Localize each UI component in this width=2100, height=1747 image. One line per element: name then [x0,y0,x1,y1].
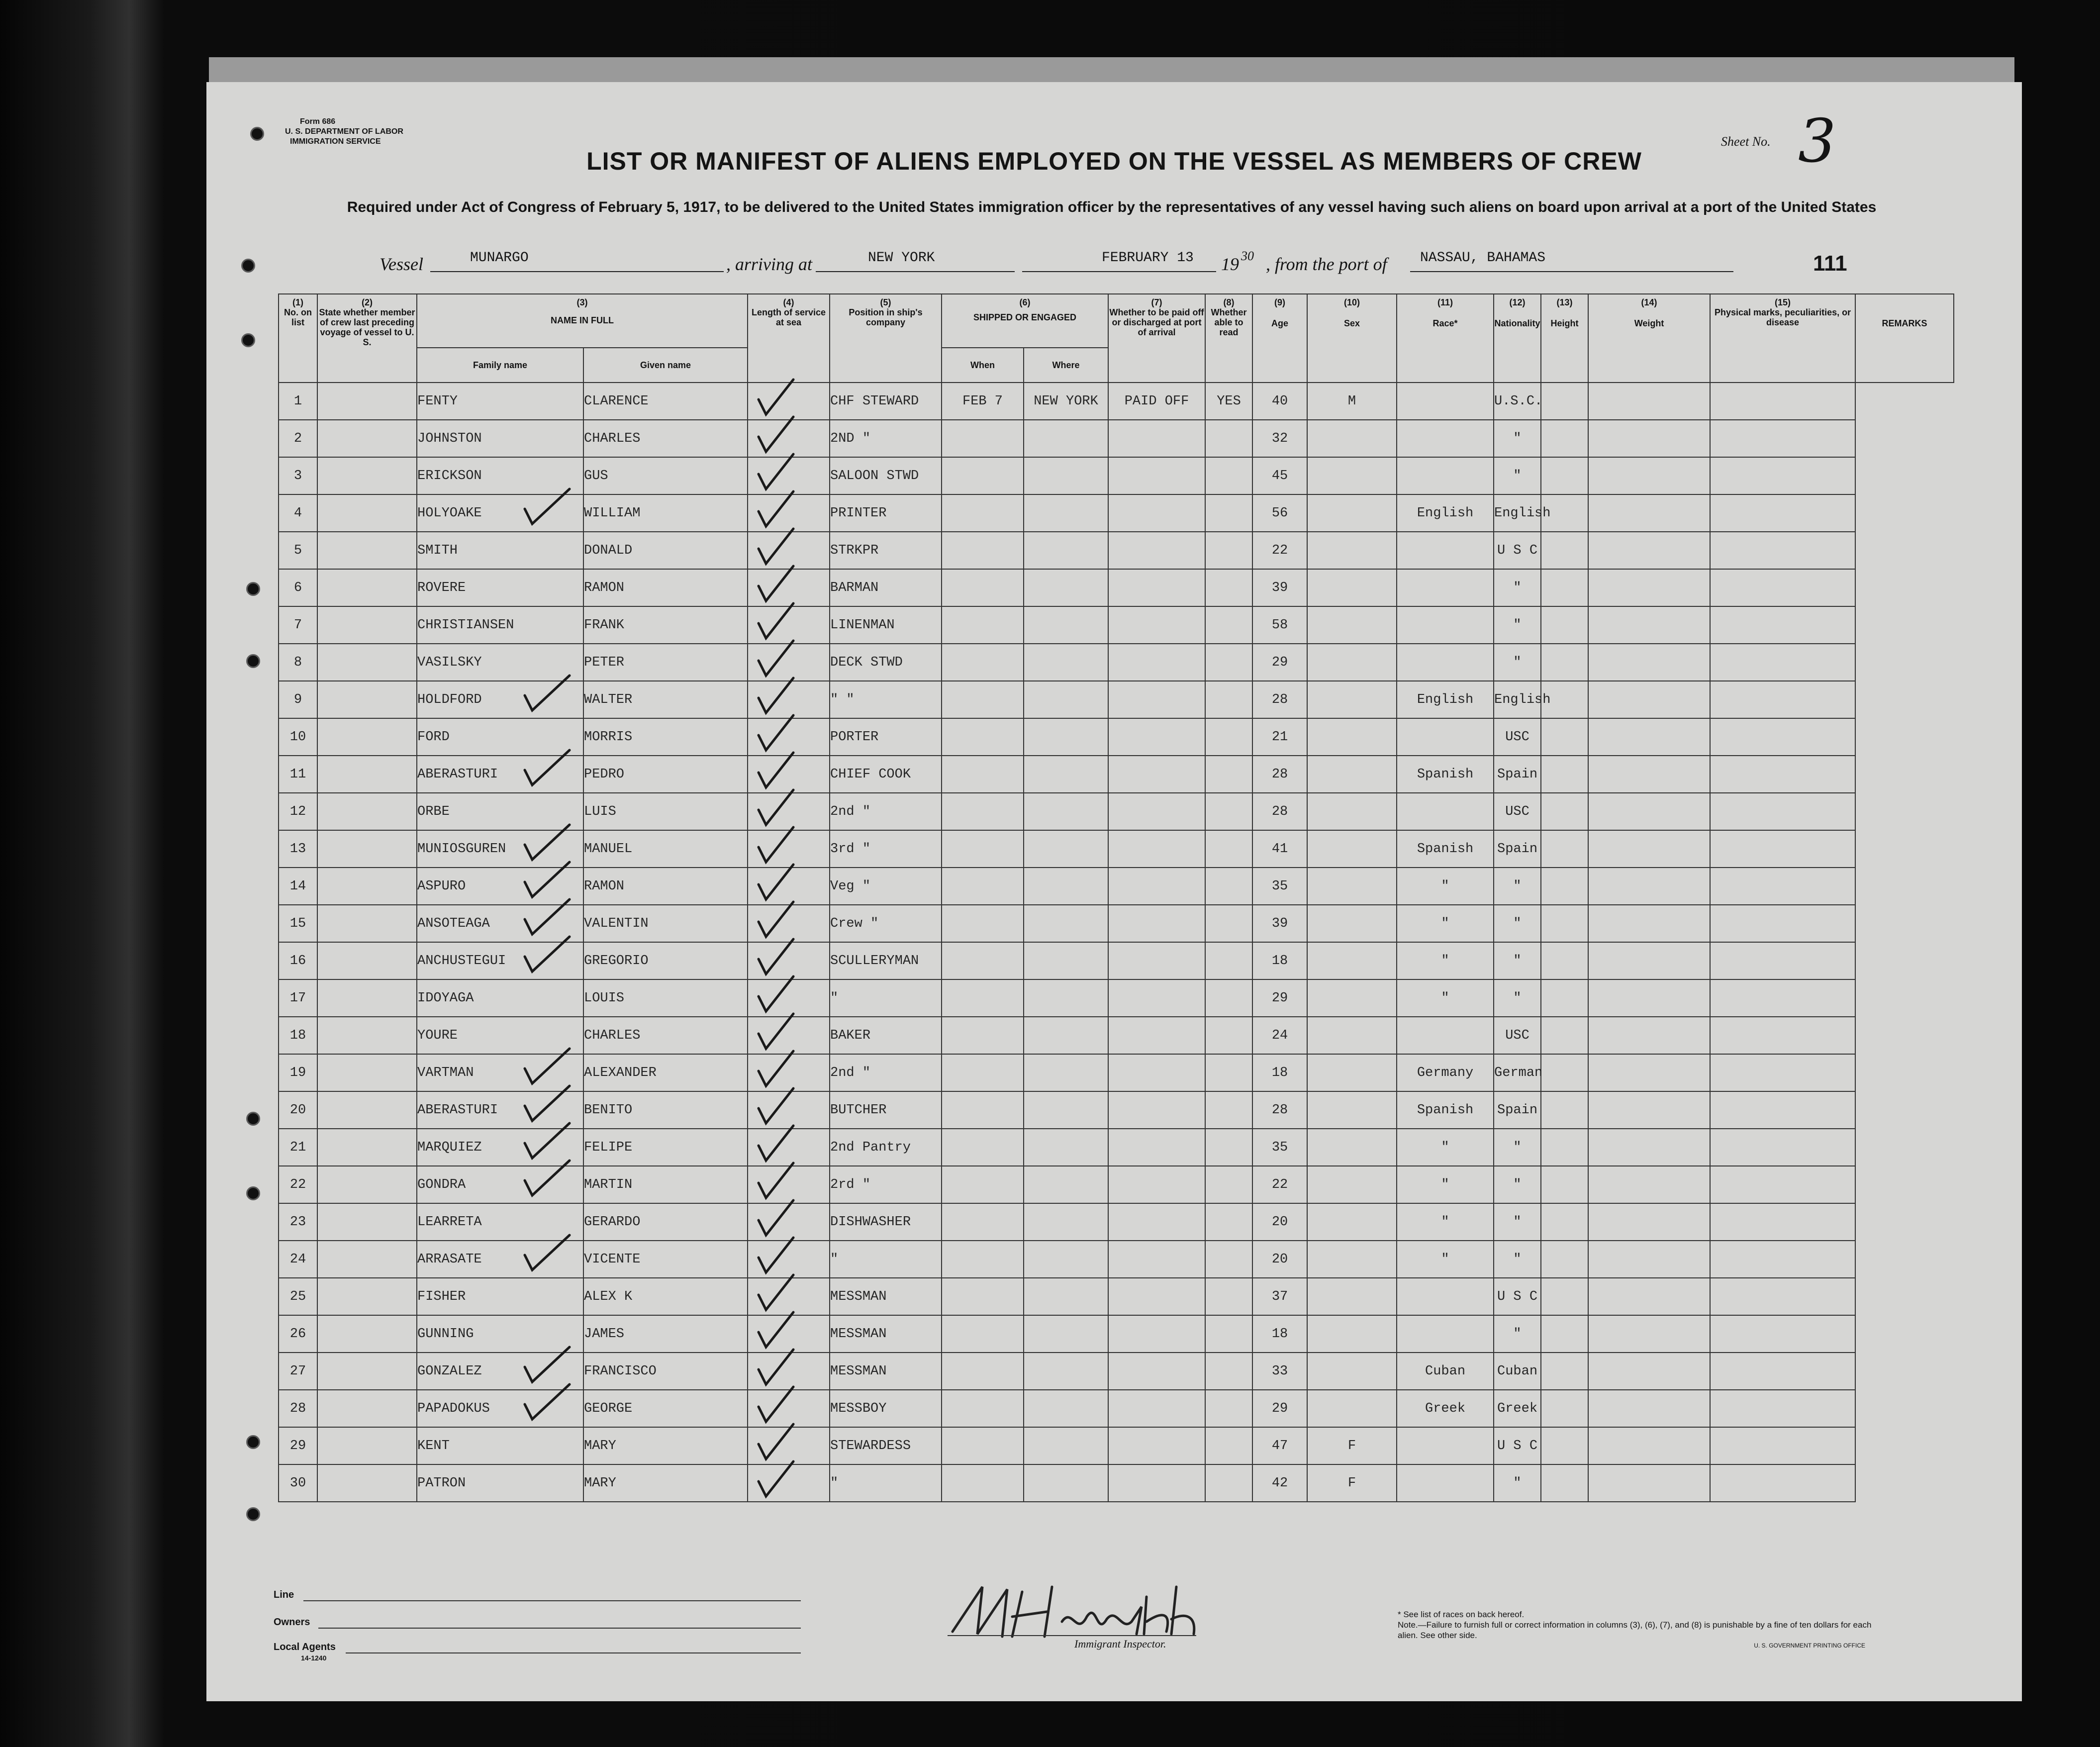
age: 28 [1252,756,1307,793]
position: SALOON STWD [830,457,942,494]
given-name: BENITO [583,1091,748,1129]
nationality: Greek [1494,1390,1541,1427]
position: LINENMAN [830,606,942,644]
row-number: 12 [279,793,317,830]
age: 20 [1252,1203,1307,1241]
age: 37 [1252,1278,1307,1315]
family-name: HOLDFORD [417,681,583,718]
row-number: 6 [279,569,317,606]
given-name: GUS [583,457,748,494]
year-prefix: 19 [1221,254,1239,274]
nationality: Cuban [1494,1353,1541,1390]
given-name: WALTER [583,681,748,718]
handwritten-checkmarks [206,82,2022,1701]
family-name: LEARRETA [417,1203,583,1241]
family-name: VARTMAN [417,1054,583,1091]
position: BAKER [830,1017,942,1054]
position: 2nd Pantry [830,1129,942,1166]
given-name: VALENTIN [583,905,748,942]
owners-label: Owners [274,1617,310,1628]
row-number: 16 [279,942,317,979]
given-name: MARY [583,1464,748,1502]
row-number: 1 [279,383,317,420]
position: CHIEF COOK [830,756,942,793]
given-name: ALEXANDER [583,1054,748,1091]
inspector-label: Immigrant Inspector. [1074,1638,1166,1650]
family-name: ARRASATE [417,1241,583,1278]
col-header-position: (5) Position in ship's company [830,294,942,383]
nationality: USC [1494,1017,1541,1054]
family-name: HOLYOAKE [417,494,583,532]
sex: M [1307,383,1397,420]
col-header-paid: (7) Whether to be paid off or discharged at port of arrival [1108,294,1205,383]
row-number: 24 [279,1241,317,1278]
given-name: CHARLES [583,1017,748,1054]
position: " [830,1241,942,1278]
age: 47 [1252,1427,1307,1464]
age: 35 [1252,868,1307,905]
col-header-where: Where [1024,348,1108,383]
row-number: 23 [279,1203,317,1241]
nationality: U S C [1494,1427,1541,1464]
family-name: ABERASTURI [417,1091,583,1129]
family-name: GUNNING [417,1315,583,1353]
position: PRINTER [830,494,942,532]
age: 21 [1252,718,1307,756]
given-name: PETER [583,644,748,681]
line-underline [303,1600,801,1601]
arrival-port: NEW YORK [868,250,935,266]
age: 20 [1252,1241,1307,1278]
row-number: 28 [279,1390,317,1427]
given-name: FELIPE [583,1129,748,1166]
row-number: 18 [279,1017,317,1054]
row-number: 11 [279,756,317,793]
age: 28 [1252,1091,1307,1129]
position: STRKPR [830,532,942,569]
sheet-number: 3 [1798,107,1836,176]
family-name: PATRON [417,1464,583,1502]
nationality: " [1494,1203,1541,1241]
race: " [1397,1129,1494,1166]
departure-port: NASSAU, BAHAMAS [1420,250,1546,266]
family-name: FORD [417,718,583,756]
given-name: MARTIN [583,1166,748,1203]
row-number: 10 [279,718,317,756]
given-name: LUIS [583,793,748,830]
given-name: RAMON [583,868,748,905]
row-number: 17 [279,979,317,1017]
age: 29 [1252,1390,1307,1427]
family-name: KENT [417,1427,583,1464]
family-name: PAPADOKUS [417,1390,583,1427]
position: 2nd " [830,793,942,830]
age: 18 [1252,942,1307,979]
age: 39 [1252,905,1307,942]
sex: F [1307,1427,1397,1464]
year-suffix: 30 [1241,249,1254,263]
family-name: GONDRA [417,1166,583,1203]
position: 2ND " [830,420,942,457]
nationality: " [1494,1166,1541,1203]
given-name: MARY [583,1427,748,1464]
age: 39 [1252,569,1307,606]
position: 3rd " [830,830,942,868]
document-title: LIST OR MANIFEST OF ALIENS EMPLOYED ON THE VESSEL AS MEMBERS OF CREW [586,147,1642,175]
age: 41 [1252,830,1307,868]
family-name: VASILSKY [417,644,583,681]
col-header-height: (13) Height [1541,294,1588,383]
row-number: 4 [279,494,317,532]
age: 58 [1252,606,1307,644]
nationality: " [1494,606,1541,644]
position: SCULLERYMAN [830,942,942,979]
col-header-length: (4) Length of service at sea [748,294,830,383]
row-number: 29 [279,1427,317,1464]
family-name: YOURE [417,1017,583,1054]
position: MESSMAN [830,1278,942,1315]
owners-underline [318,1628,801,1629]
col-header-physical: (15) Physical marks, peculiarities, or disease [1710,294,1855,383]
given-name: CLARENCE [583,383,748,420]
row-number: 22 [279,1166,317,1203]
col-header-race: (11) Race* [1397,294,1494,383]
department-name: U. S. DEPARTMENT OF LABOR [285,127,403,136]
vessel-name: MUNARGO [470,250,529,266]
nationality: U S C [1494,1278,1541,1315]
race: " [1397,942,1494,979]
race: Spanish [1397,830,1494,868]
nationality: USC [1494,793,1541,830]
given-name: JAMES [583,1315,748,1353]
age: 42 [1252,1464,1307,1502]
age: 29 [1252,644,1307,681]
age: 28 [1252,681,1307,718]
position: DISHWASHER [830,1203,942,1241]
race: English [1397,681,1494,718]
given-name: FRANK [583,606,748,644]
race: " [1397,979,1494,1017]
family-name: CHRISTIANSEN [417,606,583,644]
family-name: ORBE [417,793,583,830]
family-name: JOHNSTON [417,420,583,457]
family-name: IDOYAGA [417,979,583,1017]
shipped-when: FEB 7 [942,383,1024,420]
family-name: MARQUIEZ [417,1129,583,1166]
vessel-label: Vessel [380,254,423,274]
sex: F [1307,1464,1397,1502]
row-number: 21 [279,1129,317,1166]
manifest-page [206,82,2022,1701]
position: MESSBOY [830,1390,942,1427]
race: Cuban [1397,1353,1494,1390]
given-name: GEORGE [583,1390,748,1427]
given-name: RAMON [583,569,748,606]
nationality: English [1494,494,1541,532]
col-header-read: (8) Whether able to read [1205,294,1252,383]
row-number: 3 [279,457,317,494]
race: " [1397,1203,1494,1241]
given-name: LOUIS [583,979,748,1017]
nationality: U.S.C. [1494,383,1541,420]
position: 2nd " [830,1054,942,1091]
family-name: FISHER [417,1278,583,1315]
given-name: ALEX K [583,1278,748,1315]
row-number: 25 [279,1278,317,1315]
position: Crew " [830,905,942,942]
nationality: " [1494,868,1541,905]
family-name: ROVERE [417,569,583,606]
row-number: 30 [279,1464,317,1502]
position: " [830,979,942,1017]
age: 24 [1252,1017,1307,1054]
nationality: " [1494,1129,1541,1166]
row-number: 9 [279,681,317,718]
footnote-races: * See list of races on back hereof. [1398,1610,1525,1619]
age: 45 [1252,457,1307,494]
family-name: GONZALEZ [417,1353,583,1390]
able-to-read: YES [1205,383,1252,420]
position: Veg " [830,868,942,905]
from-label: , from the port of [1266,254,1387,274]
row-number: 15 [279,905,317,942]
age: 28 [1252,793,1307,830]
nationality: Spain [1494,830,1541,868]
nationality: Spain [1494,756,1541,793]
paid-off: PAID OFF [1108,383,1205,420]
race: Spanish [1397,1091,1494,1129]
nationality: " [1494,457,1541,494]
given-name: GERARDO [583,1203,748,1241]
family-name: SMITH [417,532,583,569]
nationality: " [1494,1315,1541,1353]
col-header-name: (3) NAME IN FULL [417,294,748,348]
shipped-where: NEW YORK [1024,383,1108,420]
col-header-sex: (10) Sex [1307,294,1397,383]
col-header-weight: (14) Weight [1588,294,1710,383]
col-header-when: When [942,348,1024,383]
nationality: USC [1494,718,1541,756]
sheet-label: Sheet No. [1721,134,1771,149]
inspector-signature [948,1577,1216,1647]
nationality: " [1494,1241,1541,1278]
age: 18 [1252,1054,1307,1091]
given-name: MANUEL [583,830,748,868]
given-name: FRANCISCO [583,1353,748,1390]
nationality: German [1494,1054,1541,1091]
given-name: CHARLES [583,420,748,457]
position: MESSMAN [830,1315,942,1353]
age: 18 [1252,1315,1307,1353]
row-number: 2 [279,420,317,457]
row-number: 19 [279,1054,317,1091]
col-header-family: Family name [417,348,583,383]
family-name: ASPURO [417,868,583,905]
position: " [830,1464,942,1502]
nationality: " [1494,420,1541,457]
family-name: ERICKSON [417,457,583,494]
position: CHF STEWARD [830,383,942,420]
position: PORTER [830,718,942,756]
nationality: " [1494,905,1541,942]
footnote [1398,1609,1875,1651]
position: STEWARDESS [830,1427,942,1464]
race: " [1397,1166,1494,1203]
race: Germany [1397,1054,1494,1091]
arriving-label: , arriving at [726,254,813,274]
race: Greek [1397,1390,1494,1427]
col-header-no: (1) No. on list [279,294,317,383]
nationality: U S C [1494,532,1541,569]
family-name: ANCHUSTEGUI [417,942,583,979]
given-name: GREGORIO [583,942,748,979]
col-header-age: (9) Age [1252,294,1307,383]
race: " [1397,868,1494,905]
printer-mark: U. S. GOVERNMENT PRINTING OFFICE [1754,1642,1865,1649]
row-number: 14 [279,868,317,905]
family-name: MUNIOSGUREN [417,830,583,868]
race: English [1397,494,1494,532]
position: " " [830,681,942,718]
nationality: English [1494,681,1541,718]
service-name: IMMIGRATION SERVICE [290,137,381,146]
row-number: 26 [279,1315,317,1353]
position: 2rd " [830,1166,942,1203]
col-header-given: Given name [583,348,748,383]
position: DECK STWD [830,644,942,681]
signature-line [948,1635,1196,1636]
row-number: 27 [279,1353,317,1390]
race: " [1397,905,1494,942]
col-header-remarks: REMARKS [1855,294,1954,383]
age: 29 [1252,979,1307,1017]
age: 22 [1252,1166,1307,1203]
family-name: ANSOTEAGA [417,905,583,942]
row-number: 20 [279,1091,317,1129]
row-number: 13 [279,830,317,868]
position: BARMAN [830,569,942,606]
age: 32 [1252,420,1307,457]
age: 56 [1252,494,1307,532]
given-name: WILLIAM [583,494,748,532]
given-name: PEDRO [583,756,748,793]
given-name: MORRIS [583,718,748,756]
age: 33 [1252,1353,1307,1390]
age: 40 [1252,383,1307,420]
given-name: VICENTE [583,1241,748,1278]
agents-code: 14-1240 [301,1654,327,1662]
nationality: " [1494,1464,1541,1502]
row-number: 7 [279,606,317,644]
age: 22 [1252,532,1307,569]
line-label: Line [274,1589,294,1600]
stamp-number: 111 [1813,251,1847,276]
nationality: " [1494,569,1541,606]
col-header-nationality: (12) Nationality [1494,294,1541,383]
row-number: 5 [279,532,317,569]
nationality: " [1494,942,1541,979]
nationality: " [1494,644,1541,681]
nationality: " [1494,979,1541,1017]
agents-label: Local Agents [274,1642,336,1652]
given-name: DONALD [583,532,748,569]
document-subtitle: Required under Act of Congress of February 5, 1917, to be delivered to the United States immigration officer by the representatives of any vessel having such aliens on board upon arrival at a port of the United States [347,199,1877,215]
form-number: Form 686 [300,117,336,126]
nationality: Spain [1494,1091,1541,1129]
row-number: 8 [279,644,317,681]
age: 35 [1252,1129,1307,1166]
family-name: FENTY [417,383,583,420]
agents-underline [346,1652,801,1653]
col-header-shipped: (6) SHIPPED OR ENGAGED [942,294,1108,348]
footnote-penalty: Note.—Failure to furnish full or correct information in columns (3), (6), (7), and (8) is punishable by a fine of ten dollars for each alien. See other side. [1398,1620,1872,1640]
position: BUTCHER [830,1091,942,1129]
col-header-state: (2) State whether member of crew last preceding voyage of vessel to U. S. [317,294,417,383]
position: MESSMAN [830,1353,942,1390]
arrival-date: FEBRUARY 13 [1102,250,1194,266]
race: " [1397,1241,1494,1278]
family-name: ABERASTURI [417,756,583,793]
race: Spanish [1397,756,1494,793]
